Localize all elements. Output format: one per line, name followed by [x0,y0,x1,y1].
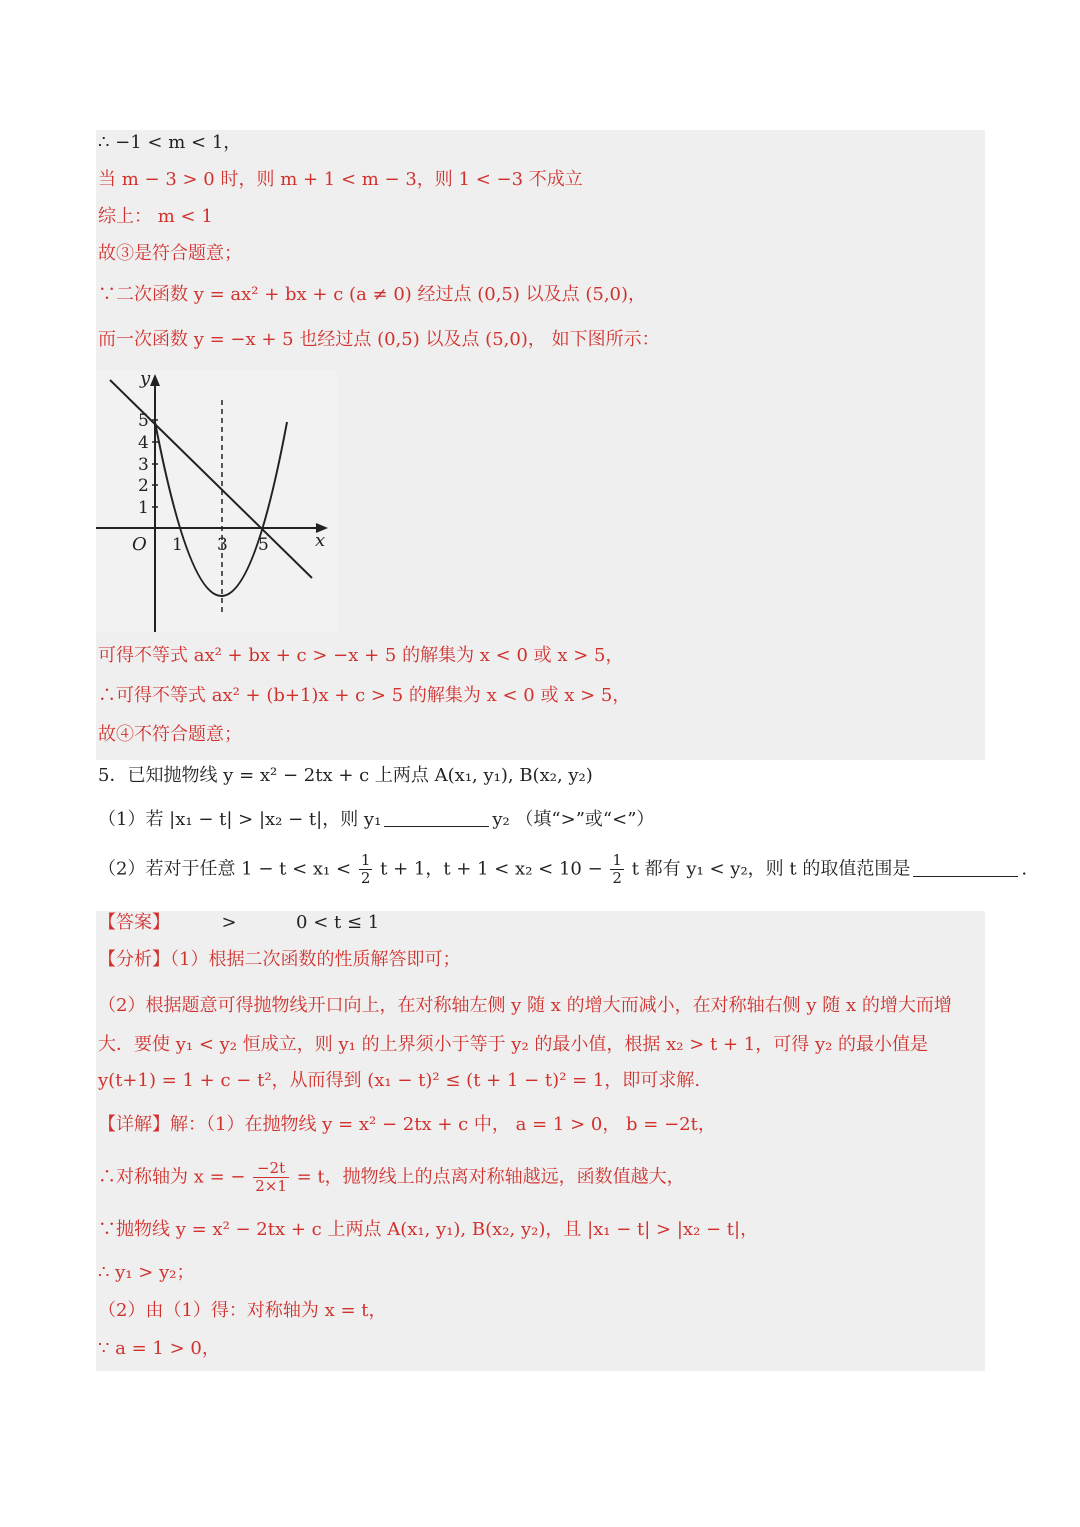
answer-1: > [221,912,237,933]
answer-2: 0 < t ≤ 1 [296,912,380,933]
detail-step-6: ∵ a = 1 > 0， [98,1338,220,1359]
fraction-num: 1 [360,851,371,869]
x-tick-label: 3 [217,535,228,555]
fraction-num: 1 [612,851,622,869]
parabola-graph [155,422,287,596]
line-linear-points: 而一次函数 y = −x + 5 也经过点 (0,5) 以及点 (5,0)， 如下图所示： [98,329,660,350]
fraction-den: 2 [612,869,622,887]
part-2-text-a: （2）若对于任意 1 − t < x₁ < [98,858,352,880]
y-tick-label: 4 [138,433,149,453]
line-inequality-1: 可得不等式 ax² + bx + c > −x + 5 的解集为 x < 0 或 x > 5， [98,645,624,666]
y-tick-label: 2 [138,476,149,496]
line-summary: 综上： m < 1 [98,206,213,227]
fraction-den: 2 [360,869,371,887]
detail-step-1: 解：（1）在抛物线 y = x² − 2tx + c 中， a = 1 > 0， b = −2t， [170,1114,716,1135]
fraction-axis [253,1160,289,1195]
fraction-half [610,852,624,887]
function-graph [96,370,337,632]
x-tick-label: 5 [258,535,269,555]
part-1-tail: y₂ （填“>”或“<”） [492,809,655,830]
part-1-text: （1）若 |x₁ − t| > |x₂ − t|，则 y₁ [98,809,382,830]
detail-line-2 [98,1160,685,1195]
detail-line-1 [98,1113,716,1137]
question-5-part-2 [98,852,1027,887]
y-tick-label: 1 [138,498,149,518]
line-conclusion-3: 故③是符合题意； [98,243,242,264]
line-case-m-minus-3: 当 m − 3 > 0 时，则 m + 1 < m − 3，则 1 < −3 不成立 [98,169,583,190]
line-m-range: ∴ −1 < m < 1， [98,132,242,153]
y-tick-label: 3 [138,455,149,475]
y-tick-label: 5 [138,411,149,431]
part-2-text-c: t 都有 y₁ < y₂，则 t 的取值范围是 [631,858,911,880]
analysis-label: 【分析】 [98,949,170,970]
graph-svg [96,370,337,632]
fraction-den: 2×1 [255,1177,287,1195]
y-axis-arrow [150,374,160,386]
fraction-half [359,852,373,887]
detail-step-2a: ∴对称轴为 x = − [98,1166,246,1188]
line-inequality-2: ∴可得不等式 ax² + (b+1)x + c > 5 的解集为 x < 0 或 x > 5， [98,685,631,706]
analysis-step-1: （1）根据二次函数的性质解答即可； [170,949,461,970]
answer-label: 【答案】 [98,912,170,933]
line-quadratic-points: ∵二次函数 y = ax² + bx + c (a ≠ 0) 经过点 (0,5) 以及点 (5,0)， [98,284,647,305]
fraction-num: −2t [253,1160,289,1178]
analysis-step-2: （2）根据题意可得抛物线开口向上，在对称轴左侧 y 随 x 的增大而减小，在对称轴右侧 y 随 x 的增大而增大．要使 y₁ < y₂ 恒成立，则 y₁ 的上界须小于等于 y₂ 的最小值，根据 x₂ > t + 1，可得 y₂ 的最小值是 [98,995,952,1055]
detail-label: 【详解】 [98,1114,170,1135]
answer-blank-1[interactable] [384,808,489,827]
x-tick-label: 1 [172,535,183,555]
x-axis-label: x [315,530,326,551]
question-5-part-1 [98,808,654,832]
analysis-step-3: y(t+1) = 1 + c − t²，从而得到 (x₁ − t)² ≤ (t + 1 − t)² = 1，即可求解. [98,1070,701,1091]
detail-step-4: ∴ y₁ > y₂； [98,1262,195,1283]
part-2-end: . [1021,858,1028,880]
answer-blank-2[interactable] [913,858,1018,877]
question-5-stem: 5．已知抛物线 y = x² − 2tx + c 上两点 A(x₁, y₁), B(x₂, y₂) [98,765,593,786]
detail-step-2b: = t，抛物线上的点离对称轴越远，函数值越大， [296,1166,685,1188]
analysis-line-1 [98,948,460,972]
answer-line [98,911,379,935]
part-2-text-b: t + 1，t + 1 < x₂ < 10 − [380,858,603,880]
line-conclusion-4: 故④不符合题意； [98,724,242,745]
origin-label: O [132,534,147,555]
y-axis-label: y [140,370,151,389]
detail-step-5: （2）由（1）得：对称轴为 x = t， [98,1300,387,1321]
detail-step-3: ∵抛物线 y = x² − 2tx + c 上两点 A(x₁, y₁), B(x₂, y₂)，且 |x₁ − t| > |x₂ − t|， [98,1219,759,1240]
